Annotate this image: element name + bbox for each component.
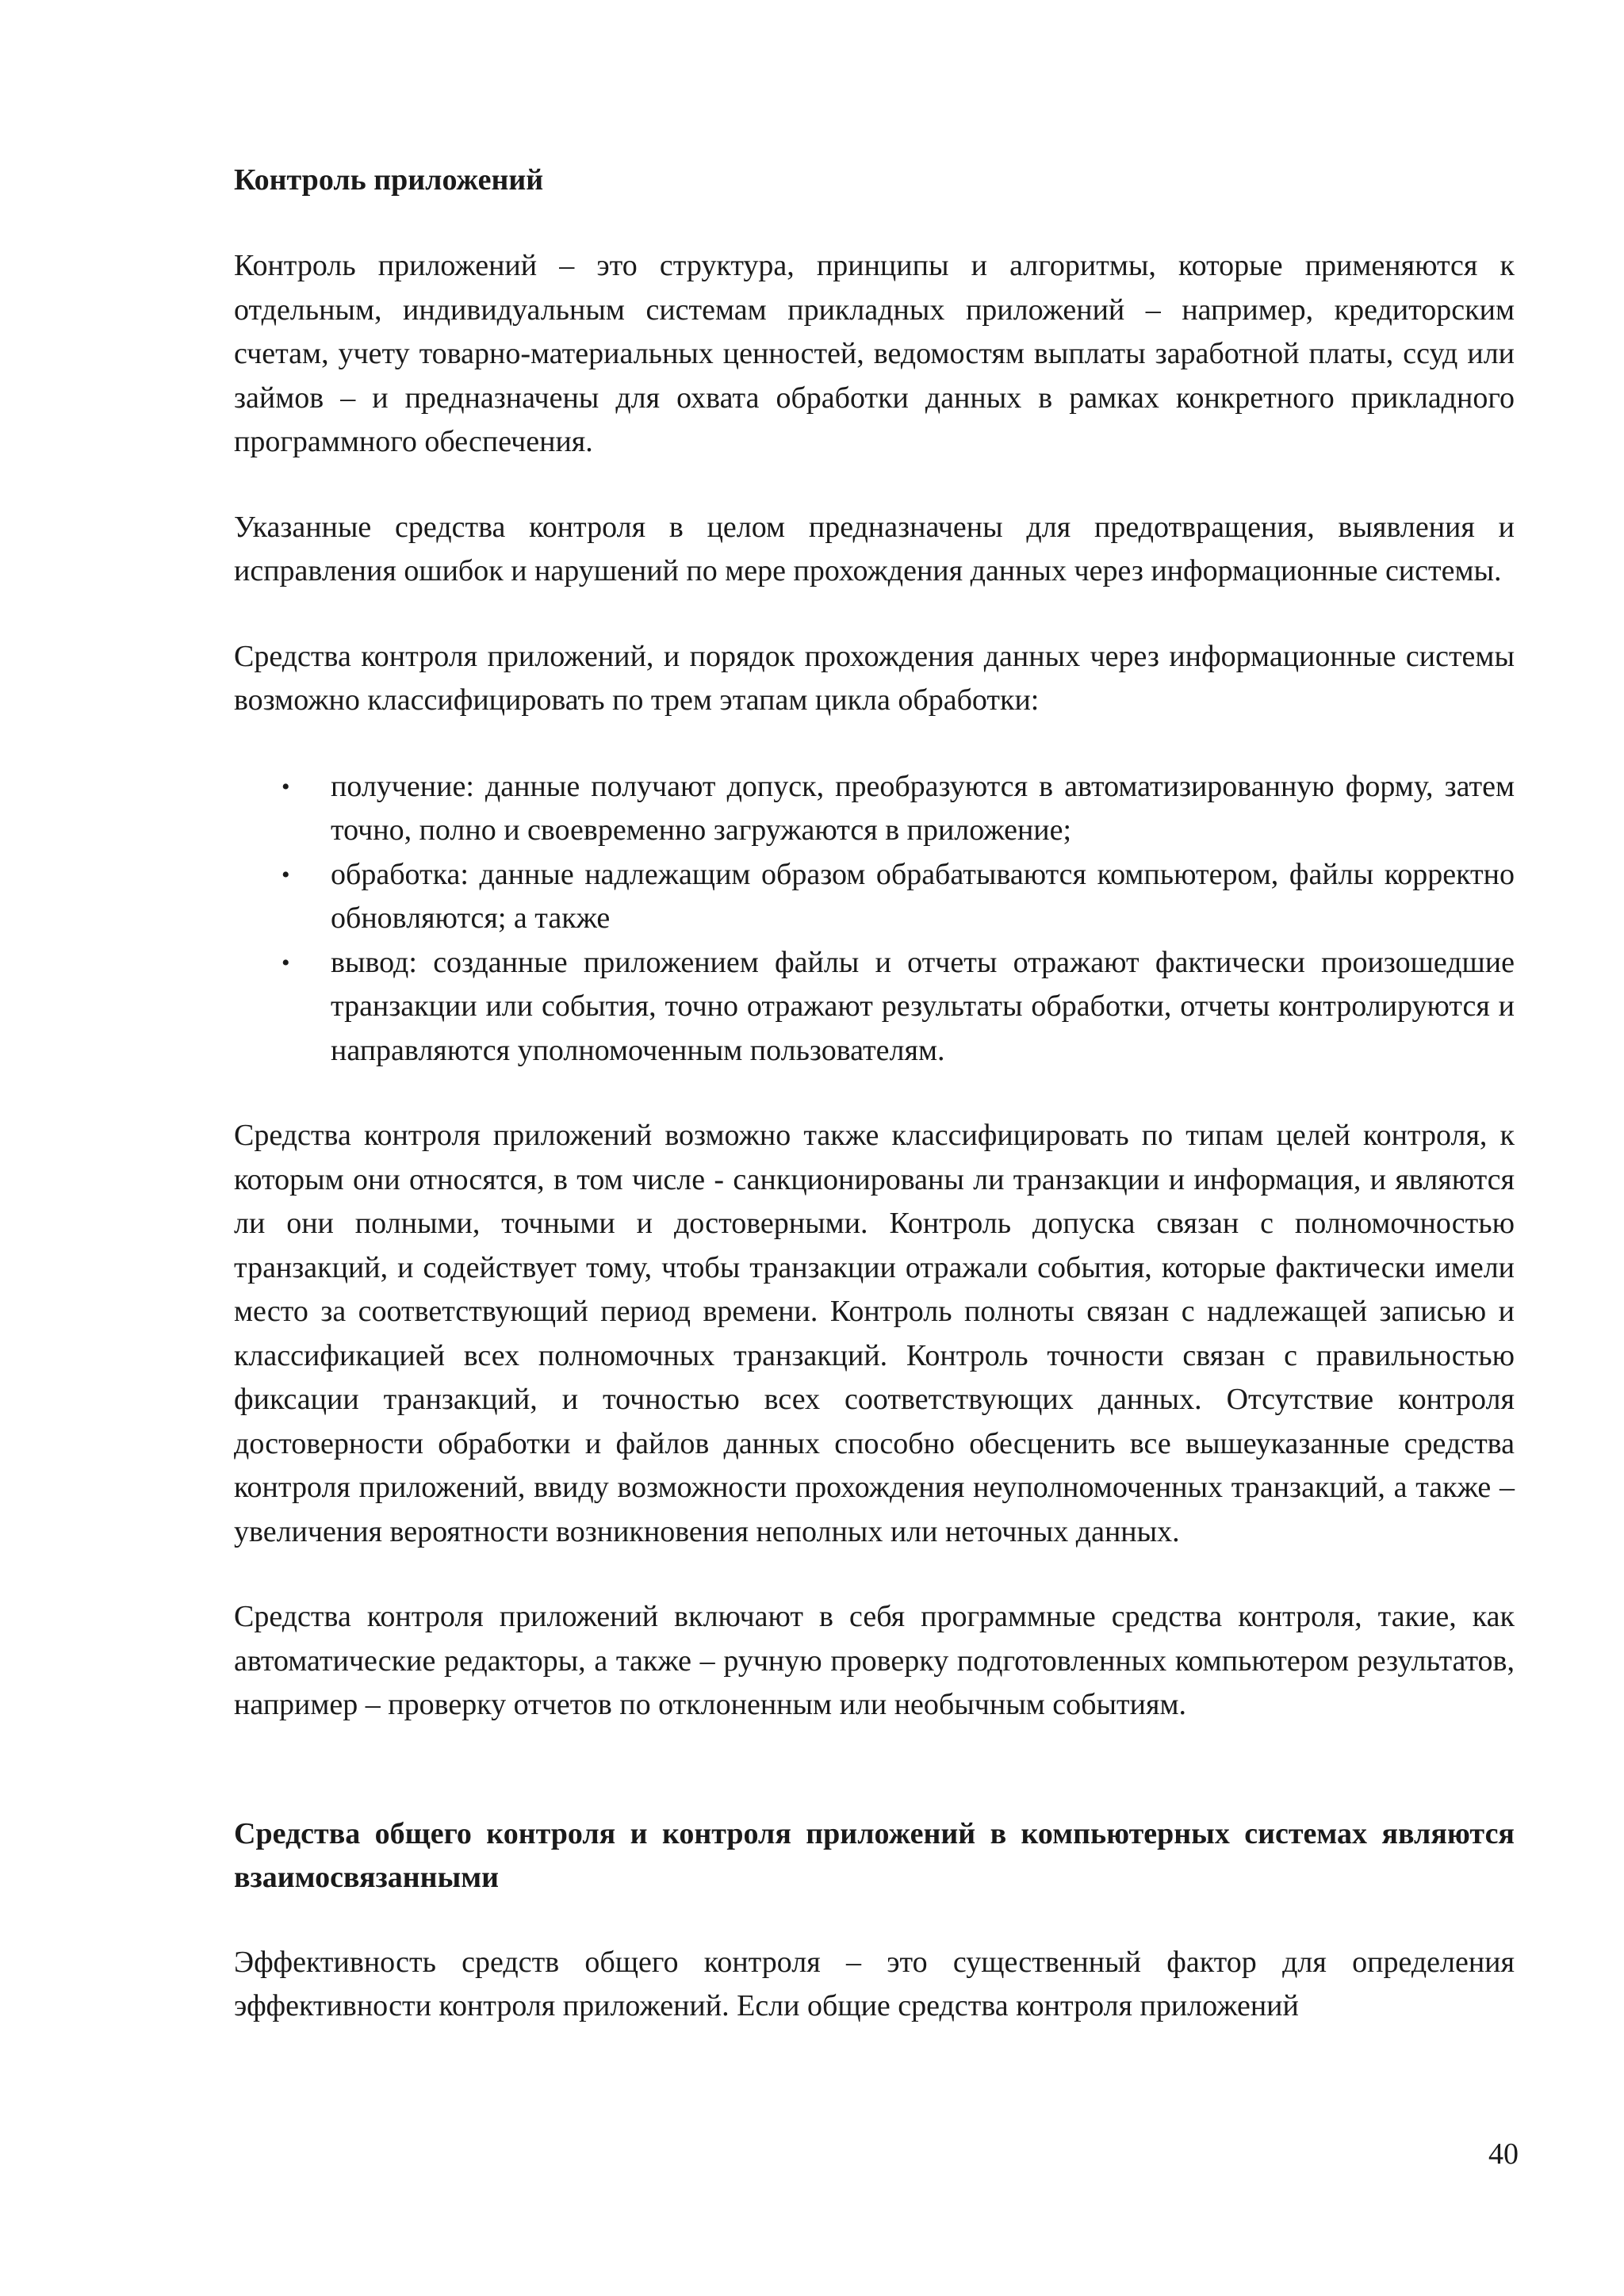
section-heading-application-control: Контроль приложений: [234, 163, 544, 197]
paragraph-classification-intro: Средства контроля приложений, и порядок прохождения данных через информационные системы возможно классифицировать по трем этапам цикла обработки:: [234, 639, 1515, 717]
paragraph-purpose: Указанные средства контроля в целом предназначены для предотвращения, выявления и исправления ошибок и нарушений по мере прохождения данных через информационные системы.: [234, 510, 1515, 587]
page-content: [234, 159, 1515, 2029]
list-item: [282, 941, 1515, 1073]
section-heading-interrelated-controls: Средства общего контроля и контроля приложений в компьютерных системах являются взаимосвязанными: [234, 1816, 1515, 1894]
bullet-icon: •: [282, 861, 290, 888]
list-item-text: вывод: созданные приложением файлы и отчеты отражают фактически произошедшие транзакции или события, точно отражают результаты обработки, отчеты контролируются и направляются уполномоченным пользователям.: [331, 945, 1515, 1067]
paragraph-control-tools: Средства контроля приложений включают в себя программные средства контроля, такие, как автоматические редакторы, а также – ручную проверку подготовленных компьютером результатов, например – проверку отчетов по отклоненным или необычным событиям.: [234, 1600, 1515, 1721]
paragraph-general-control-effectiveness: Эффективность средств общего контроля – это существенный фактор для определения эффективности контроля приложений. Если общие средства контроля приложений: [234, 1945, 1515, 2022]
paragraph-control-objectives: Средства контроля приложений возможно также классифицировать по типам целей контроля, к которым они относятся, в том числе - санкционированы ли транзакции и информация, и являются ли они полными, точными и достоверными. Контроль допуска связан с полномочностью транзакций, и содействует тому, чтобы транзакции отражали события, которые фактически имели место за соответствующий период времени. Контроль полноты связан с надлежащей записью и классификацией всех полномочных транзакций. Контроль точности связан с правильностью фиксации транзакций, и точностью всех соответствующих данных. Отсутствие контроля достоверности обработки и файлов данных способно обесценить все вышеуказанные средства контроля приложений, ввиду возможности прохождения неуполномоченных транзакций, а также – увеличения вероятности возникновения неполных или неточных данных.: [234, 1119, 1515, 1548]
bullet-icon: •: [282, 773, 290, 800]
paragraph-definition: Контроль приложений – это структура, принципы и алгоритмы, которые применяются к отдельным, индивидуальным системам прикладных приложений – например, кредиторским счетам, учету товарно-материальных ценностей, ведомостям выплаты заработной платы, ссуд или займов – и предназначены для охвата обработки данных в рамках конкретного прикладного программного обеспечения.: [234, 249, 1515, 458]
processing-stages-list: [234, 765, 1515, 1073]
list-item: [282, 765, 1515, 853]
bullet-icon: •: [282, 949, 290, 976]
page-number: 40: [1488, 2137, 1519, 2171]
list-item-text: обработка: данные надлежащим образом обрабатываются компьютером, файлы корректно обновляются; а также: [331, 857, 1515, 935]
list-item: [282, 853, 1515, 941]
list-item-text: получение: данные получают допуск, преобразуются в автоматизированную форму, затем точно, полно и своевременно загружаются в приложение;: [331, 769, 1515, 847]
